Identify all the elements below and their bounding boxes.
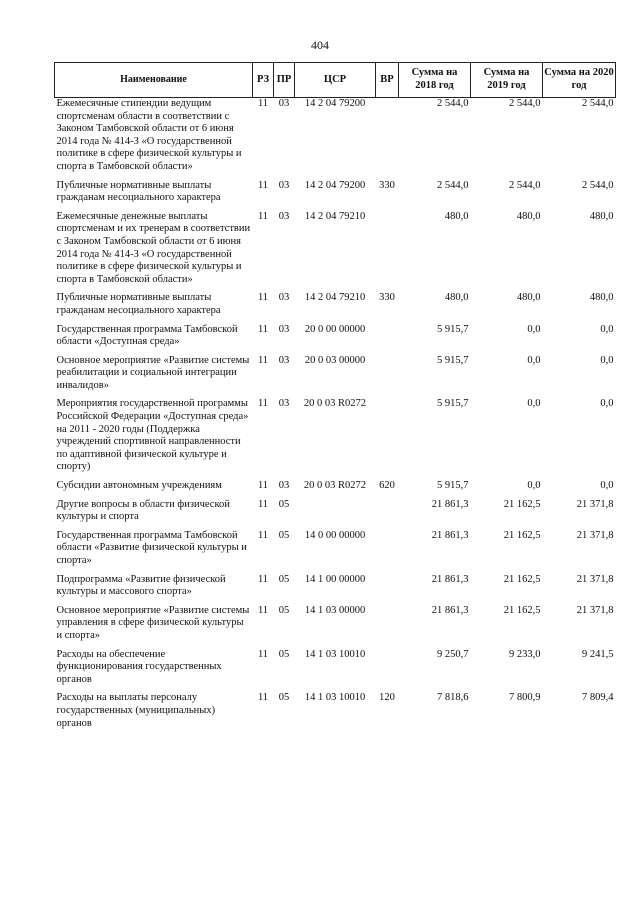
cell-sum-2019: 0,0 bbox=[527, 323, 541, 335]
cell-sum-2018: 5 915,7 bbox=[437, 480, 469, 492]
header-rz: РЗ bbox=[253, 63, 274, 98]
cell-sum-2019: 480,0 bbox=[516, 292, 541, 304]
cell-name: Ежемесячные стипендии ведущим спортсменам области в соответствии с Законом Тамбовской области от 6 июня 2014 года № 414-З «О государственной политике в сфере физической культуры и спорта в Тамбовской области» bbox=[56, 98, 242, 172]
table-row bbox=[55, 499, 616, 530]
cell-sum-2020: 2 544,0 bbox=[582, 179, 614, 191]
cell-vr bbox=[376, 649, 399, 693]
cell-vr bbox=[376, 324, 399, 355]
table-row bbox=[55, 355, 616, 399]
cell-sum-2020: 0,0 bbox=[600, 480, 614, 492]
table-row bbox=[55, 180, 616, 211]
cell-csr: 20 0 00 00000 bbox=[304, 323, 366, 335]
cell-sum-2018: 480,0 bbox=[444, 292, 469, 304]
cell-sum-2020: 21 371,8 bbox=[576, 604, 614, 616]
cell-sum-2018: 5 915,7 bbox=[437, 354, 469, 366]
cell-sum-2018: 7 818,6 bbox=[437, 692, 469, 704]
header-sum-2020: Сумма на 2020 год bbox=[543, 63, 616, 98]
cell-rz: 11 bbox=[257, 292, 269, 304]
cell-csr: 20 0 03 R0272 bbox=[303, 480, 367, 492]
cell-pr: 05 bbox=[278, 498, 290, 510]
table-row bbox=[55, 692, 616, 736]
cell-rz: 11 bbox=[257, 648, 269, 660]
cell-pr: 05 bbox=[278, 648, 290, 660]
cell-vr: 330 bbox=[379, 179, 395, 191]
table-row bbox=[55, 98, 616, 180]
header-sum-2018: Сумма на 2018 год bbox=[399, 63, 471, 98]
cell-pr: 03 bbox=[278, 398, 290, 410]
cell-sum-2020: 0,0 bbox=[600, 323, 614, 335]
cell-sum-2018: 9 250,7 bbox=[437, 648, 469, 660]
header-csr: ЦСР bbox=[295, 63, 376, 98]
cell-name: Государственная программа Тамбовской области «Развитие физической культуры и спорта» bbox=[56, 529, 247, 566]
cell-vr: 120 bbox=[379, 692, 395, 704]
cell-rz: 11 bbox=[257, 692, 269, 704]
cell-csr: 20 0 03 00000 bbox=[304, 354, 366, 366]
cell-rz: 11 bbox=[257, 498, 269, 510]
cell-pr: 03 bbox=[278, 480, 290, 492]
cell-rz: 11 bbox=[257, 98, 269, 109]
cell-sum-2020: 9 241,5 bbox=[582, 648, 614, 660]
budget-table bbox=[54, 62, 616, 736]
cell-csr: 14 1 03 10010 bbox=[304, 692, 366, 704]
table-row bbox=[55, 480, 616, 499]
cell-sum-2019: 21 162,5 bbox=[503, 498, 541, 510]
cell-sum-2020: 480,0 bbox=[589, 292, 614, 304]
cell-sum-2018: 2 544,0 bbox=[437, 98, 469, 109]
cell-sum-2020: 0,0 bbox=[600, 354, 614, 366]
cell-sum-2020: 21 371,8 bbox=[576, 573, 614, 585]
cell-pr: 05 bbox=[278, 529, 290, 541]
cell-vr: 620 bbox=[379, 480, 395, 492]
cell-name: Расходы на выплаты персоналу государственных (муниципальных) органов bbox=[56, 692, 216, 729]
cell-vr bbox=[376, 98, 399, 180]
cell-sum-2018: 21 861,3 bbox=[431, 573, 469, 585]
cell-vr bbox=[376, 211, 399, 293]
cell-name: Основное мероприятие «Развитие системы управления в сфере физической культуры и спорта» bbox=[56, 604, 250, 641]
cell-csr: 14 0 00 00000 bbox=[304, 529, 366, 541]
cell-name: Подпрограмма «Развитие физической культуры и массового спорта» bbox=[56, 573, 226, 598]
cell-sum-2020: 7 809,4 bbox=[582, 692, 614, 704]
table-row bbox=[55, 324, 616, 355]
cell-sum-2020: 2 544,0 bbox=[582, 98, 614, 109]
table-row bbox=[55, 649, 616, 693]
table-body bbox=[55, 98, 616, 737]
cell-sum-2019: 480,0 bbox=[516, 210, 541, 222]
cell-sum-2019: 0,0 bbox=[527, 480, 541, 492]
cell-name: Расходы на обеспечение функционирования государственных органов bbox=[56, 648, 222, 685]
cell-pr: 05 bbox=[278, 604, 290, 616]
table-row bbox=[55, 605, 616, 649]
cell-pr: 03 bbox=[278, 210, 290, 222]
cell-sum-2018: 5 915,7 bbox=[437, 398, 469, 410]
cell-sum-2019: 9 233,0 bbox=[509, 648, 541, 660]
cell-name: Ежемесячные денежные выплаты спортсменам и их тренерам в соответствии с Законом Тамбовской области от 6 июня 2014 года № 414-З «О государственной политике в сфере физической культуры и спорта в Тамбовской области» bbox=[56, 210, 251, 285]
cell-sum-2019: 21 162,5 bbox=[503, 573, 541, 585]
cell-pr: 03 bbox=[278, 323, 290, 335]
cell-sum-2018: 2 544,0 bbox=[437, 179, 469, 191]
cell-vr bbox=[376, 398, 399, 480]
cell-csr: 20 0 03 R0272 bbox=[303, 398, 367, 410]
cell-vr bbox=[376, 574, 399, 605]
table-row bbox=[55, 211, 616, 293]
header-name: Наименование bbox=[55, 63, 253, 98]
cell-sum-2019: 7 800,9 bbox=[509, 692, 541, 704]
cell-name: Другие вопросы в области физической культуры и спорта bbox=[56, 498, 230, 523]
cell-sum-2018: 21 861,3 bbox=[431, 529, 469, 541]
cell-name: Публичные нормативные выплаты гражданам несоциального характера bbox=[56, 179, 221, 204]
cell-csr: 14 2 04 79200 bbox=[304, 179, 366, 191]
cell-sum-2019: 21 162,5 bbox=[503, 604, 541, 616]
header-vr: ВР bbox=[376, 63, 399, 98]
cell-csr: 14 1 03 00000 bbox=[304, 604, 366, 616]
cell-sum-2020: 21 371,8 bbox=[576, 498, 614, 510]
cell-pr: 05 bbox=[278, 573, 290, 585]
cell-rz: 11 bbox=[257, 573, 269, 585]
cell-rz: 11 bbox=[257, 354, 269, 366]
cell-name: Субсидии автономным учреждениям bbox=[56, 480, 222, 492]
cell-sum-2018: 21 861,3 bbox=[431, 498, 469, 510]
table-row bbox=[55, 574, 616, 605]
cell-sum-2018: 21 861,3 bbox=[431, 604, 469, 616]
cell-name: Мероприятия государственной программы Российской Федерации «Доступная среда» на 2011 - 2020 годы (Поддержка учреждений спортивной направленности по адаптивной физической культуре и спорту) bbox=[56, 398, 249, 473]
cell-rz: 11 bbox=[257, 323, 269, 335]
cell-pr: 03 bbox=[278, 354, 290, 366]
cell-csr: 14 2 04 79210 bbox=[304, 292, 366, 304]
cell-pr: 03 bbox=[278, 179, 290, 191]
cell-rz: 11 bbox=[257, 529, 269, 541]
header-sum-2019: Сумма на 2019 год bbox=[471, 63, 543, 98]
cell-name: Основное мероприятие «Развитие системы реабилитации и социальной интеграции инвалидов» bbox=[56, 354, 250, 391]
cell-sum-2019: 0,0 bbox=[527, 354, 541, 366]
cell-pr: 05 bbox=[278, 692, 290, 704]
cell-sum-2018: 480,0 bbox=[444, 210, 469, 222]
cell-csr bbox=[295, 499, 376, 530]
cell-sum-2019: 0,0 bbox=[527, 398, 541, 410]
cell-sum-2020: 21 371,8 bbox=[576, 529, 614, 541]
cell-csr: 14 2 04 79200 bbox=[304, 98, 366, 109]
cell-rz: 11 bbox=[257, 480, 269, 492]
cell-sum-2019: 2 544,0 bbox=[509, 179, 541, 191]
cell-pr: 03 bbox=[278, 98, 290, 109]
table-row bbox=[55, 530, 616, 574]
cell-csr: 14 1 00 00000 bbox=[304, 573, 366, 585]
cell-rz: 11 bbox=[257, 179, 269, 191]
cell-vr bbox=[376, 530, 399, 574]
cell-csr: 14 2 04 79210 bbox=[304, 210, 366, 222]
cell-rz: 11 bbox=[257, 604, 269, 616]
cell-name: Публичные нормативные выплаты гражданам несоциального характера bbox=[56, 292, 221, 316]
page-number: 404 bbox=[311, 38, 329, 52]
cell-csr: 14 1 03 10010 bbox=[304, 648, 366, 660]
cell-name: Государственная программа Тамбовской области «Доступная среда» bbox=[56, 323, 238, 348]
table-row bbox=[55, 398, 616, 480]
cell-vr: 330 bbox=[379, 292, 395, 304]
cell-rz: 11 bbox=[257, 210, 269, 222]
cell-pr: 03 bbox=[278, 292, 290, 304]
cell-vr bbox=[376, 605, 399, 649]
cell-vr bbox=[376, 355, 399, 399]
table-header bbox=[55, 63, 616, 98]
cell-vr bbox=[376, 499, 399, 530]
cell-sum-2019: 21 162,5 bbox=[503, 529, 541, 541]
header-pr: ПР bbox=[274, 63, 295, 98]
cell-sum-2020: 0,0 bbox=[600, 398, 614, 410]
cell-sum-2019: 2 544,0 bbox=[509, 98, 541, 109]
cell-rz: 11 bbox=[257, 398, 269, 410]
cell-sum-2020: 480,0 bbox=[589, 210, 614, 222]
table-row bbox=[55, 292, 616, 323]
cell-sum-2018: 5 915,7 bbox=[437, 323, 469, 335]
